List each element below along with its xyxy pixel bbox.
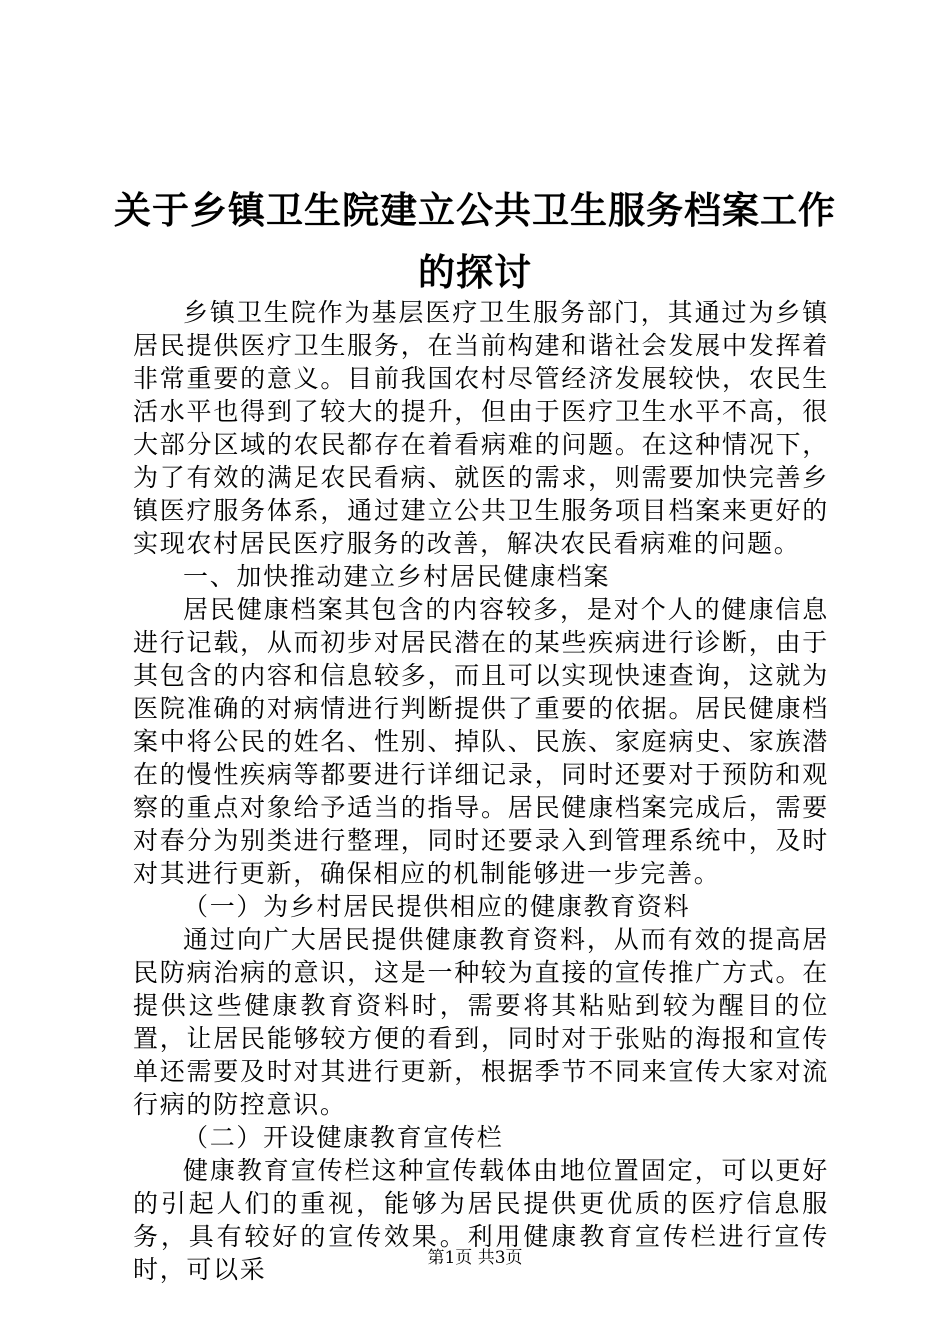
body-paragraph: 通过向广大居民提供健康教育资料，从而有效的提高居民防病治病的意识，这是一种较为直接的宣传推广方式。在提供这些健康教育资料时，需要将其粘贴到较为醒目的位置，让居民能够较方便的看到，同时对于张贴的海报和宣传单还需要及时对其进行更新，根据季节不同来宣传大家对流行病的防控意识。 <box>133 925 829 1119</box>
body-paragraph: 健康教育宣传栏这种宣传载体由地位置固定，可以更好的引起人们的重视，能够为居民提供更优质的医疗信息服务，具有较好的宣传效果。利用健康教育宣传栏进行宣传时，可以采 <box>133 1156 829 1284</box>
document-body <box>133 296 829 1286</box>
body-paragraph: 居民健康档案其包含的内容较多，是对个人的健康信息进行记载，从而初步对居民潜在的某些疾病进行诊断，由于其包含的内容和信息较多，而且可以实现快速查询，这就为医院准确的对病情进行判断提供了重要的依据。居民健康档案中将公民的姓名、性别、掉队、民族、家庭病史、家族潜在的慢性疾病等都要进行详细记录，同时还要对于预防和观察的重点对象给予适当的指导。居民健康档案完成后，需要对春分为别类进行整理，同时还要录入到管理系统中，及时对其进行更新，确保相应的机制能够进一步完善。 <box>133 595 829 888</box>
section-heading: 一、加快推动建立乡村居民健康档案 <box>183 562 611 591</box>
body-paragraph: 乡镇卫生院作为基层医疗卫生服务部门，其通过为乡镇居民提供医疗卫生服务，在当前构建和谐社会发展中发挥着非常重要的意义。目前我国农村尽管经济发展较快，农民生活水平也得到了较大的提升，但由于医疗卫生水平不高，很大部分区域的农民都存在着看病难的问题。在这种情况下，为了有效的满足农民看病、就医的需求，则需要加快完善乡镇医疗服务体系，通过建立公共卫生服务项目档案来更好的实现农村居民医疗服务的改善，解决农民看病难的问题。 <box>133 298 829 558</box>
subsection-heading: （一）为乡村居民提供相应的健康教育资料 <box>183 892 691 921</box>
page-footer: 第1页 共3页 <box>427 1248 523 1268</box>
document-title: 关于乡镇卫生院建立公共卫生服务档案工作的探讨 <box>114 189 836 294</box>
subsection-heading: （二）开设健康教育宣传栏 <box>183 1123 504 1152</box>
